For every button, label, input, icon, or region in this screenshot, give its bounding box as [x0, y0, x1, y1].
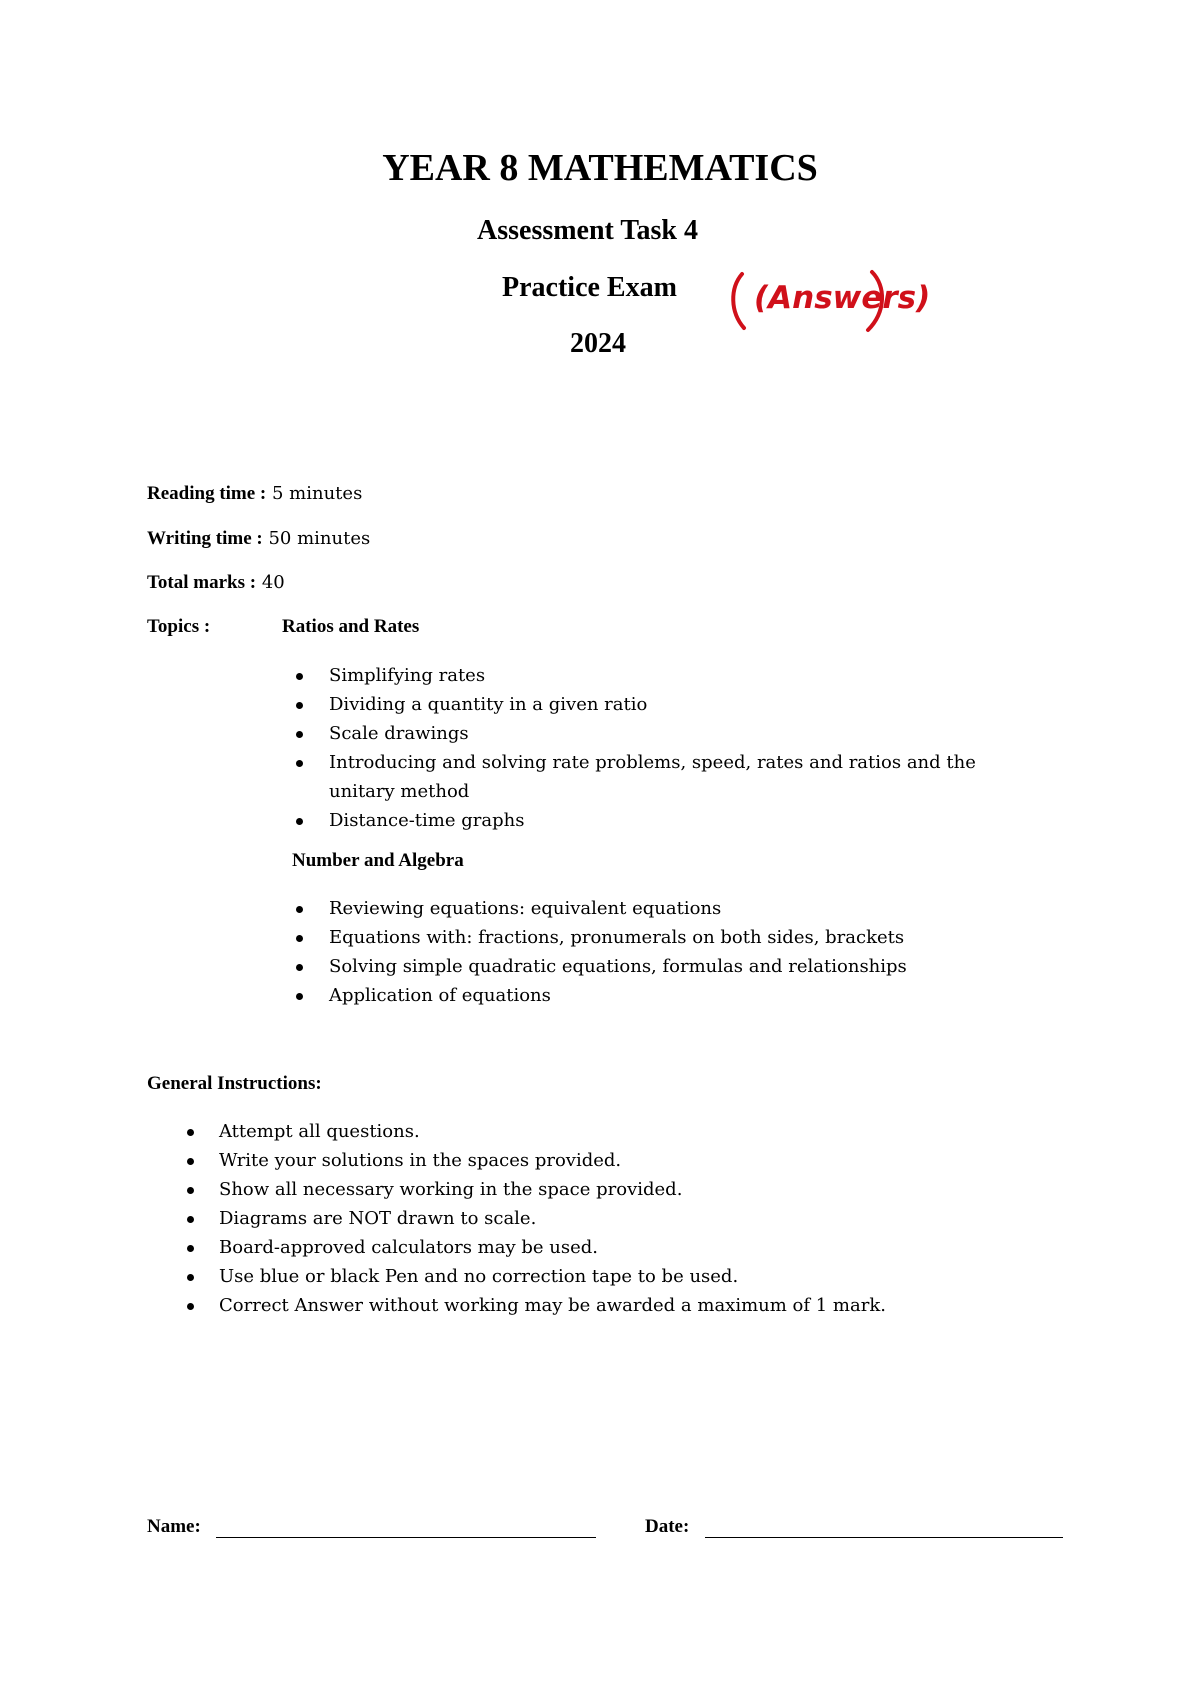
- list-item: Board-approved calculators may be used.: [219, 1233, 1019, 1262]
- date-field-line[interactable]: [705, 1537, 1063, 1538]
- list-item: Attempt all questions.: [219, 1117, 1019, 1146]
- list-item: Use blue or black Pen and no correction tape to be used.: [219, 1262, 1019, 1291]
- reading-time-row: [147, 483, 362, 505]
- list-item: Distance-time graphs: [329, 806, 1029, 835]
- list-item: Equations with: fractions, pronumerals on both sides, brackets: [329, 923, 1029, 952]
- algebra-topic-list: [329, 894, 1029, 1010]
- list-item: Reviewing equations: equivalent equations: [329, 894, 1029, 923]
- list-item: Show all necessary working in the space provided.: [219, 1175, 1019, 1204]
- answers-text: (Answers): [754, 280, 931, 316]
- list-item: Write your solutions in the spaces provided.: [219, 1146, 1019, 1175]
- list-item: Introducing and solving rate problems, speed, rates and ratios and the unitary method: [329, 748, 1029, 806]
- exam-year: 2024: [570, 328, 626, 359]
- reading-time-label: Reading time :: [147, 483, 267, 504]
- general-instructions-heading: General Instructions:: [147, 1073, 322, 1094]
- assessment-task: Assessment Task 4: [477, 215, 698, 246]
- writing-time-value: 50 minutes: [268, 528, 371, 549]
- total-marks-value: 40: [261, 572, 285, 593]
- list-item: Dividing a quantity in a given ratio: [329, 690, 1029, 719]
- list-item: Diagrams are NOT drawn to scale.: [219, 1204, 1019, 1233]
- name-label: Name:: [147, 1516, 201, 1537]
- ratios-topic-list: [329, 661, 1029, 835]
- writing-time-row: [147, 528, 370, 550]
- list-item: Simplifying rates: [329, 661, 1029, 690]
- list-item: Solving simple quadratic equations, formulas and relationships: [329, 952, 1029, 981]
- date-label: Date:: [645, 1516, 690, 1537]
- topic-heading-ratios: Ratios and Rates: [282, 616, 420, 637]
- total-marks-label: Total marks :: [147, 572, 257, 593]
- list-item: Scale drawings: [329, 719, 1029, 748]
- document-title: YEAR 8 MATHEMATICS: [382, 147, 818, 189]
- topics-label: Topics :: [147, 616, 211, 637]
- list-item: Application of equations: [329, 981, 1029, 1010]
- name-field-line[interactable]: [216, 1537, 596, 1538]
- writing-time-label: Writing time :: [147, 528, 263, 549]
- answers-handwritten-annotation: [728, 268, 931, 332]
- reading-time-value: 5 minutes: [272, 483, 363, 504]
- topic-heading-algebra: Number and Algebra: [292, 850, 464, 871]
- topics-label-row: [147, 616, 210, 638]
- list-item: Correct Answer without working may be awarded a maximum of 1 mark.: [219, 1291, 1019, 1320]
- exam-type: Practice Exam: [502, 272, 677, 303]
- instructions-list: [219, 1117, 1019, 1320]
- total-marks-row: [147, 572, 285, 594]
